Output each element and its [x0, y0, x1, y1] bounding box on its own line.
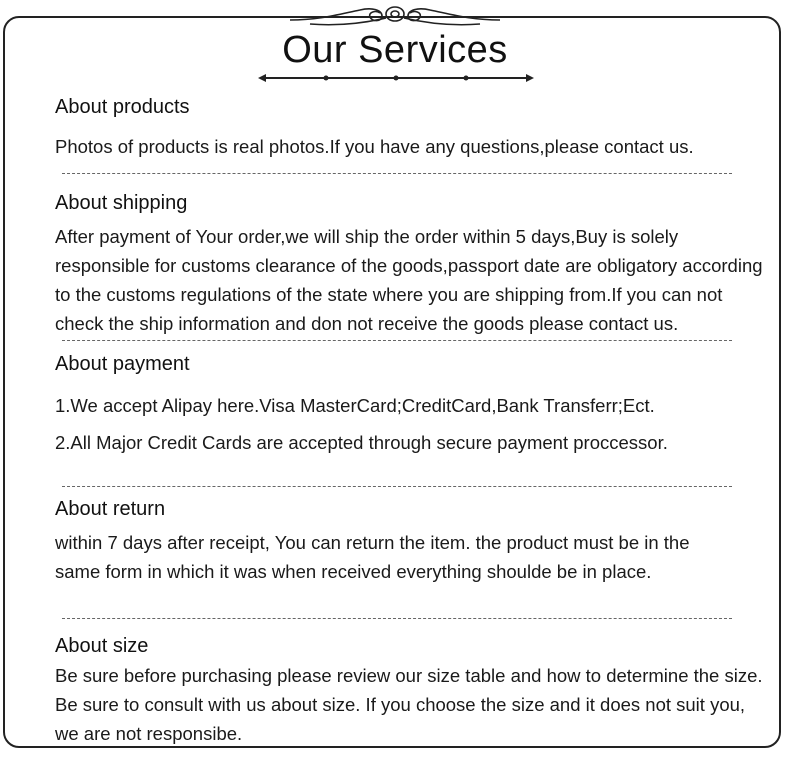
- section-heading: About size: [55, 635, 149, 657]
- section-heading: About products: [55, 96, 190, 118]
- dashed-divider: [62, 486, 732, 487]
- section-text-line: Be sure to consult with us about size. If you choose the size and it does not suit you,: [55, 694, 746, 715]
- dashed-divider: [62, 618, 732, 619]
- section-text-line: we are not responsibe.: [55, 723, 243, 744]
- section-text-line: to the customs regulations of the state where you are shipping from.If you can not: [55, 284, 723, 305]
- section-about-payment: [55, 351, 775, 457]
- section-about-size: [55, 633, 775, 748]
- section-text-line: After payment of Your order,we will ship the order within 5 days,Buy is solely: [55, 226, 679, 247]
- section-about-shipping: [55, 190, 775, 338]
- section-heading: About return: [55, 498, 166, 520]
- section-text-line: Photos of products is real photos.If you have any questions,please contact us.: [55, 136, 694, 157]
- section-text-line: 2.All Major Credit Cards are accepted through secure payment proccessor.: [55, 432, 668, 453]
- page-title: Our Services: [282, 29, 508, 71]
- dashed-divider: [62, 173, 732, 174]
- section-about-products: [55, 94, 775, 161]
- section-heading: About shipping: [55, 192, 188, 214]
- section-text-line: responsible for customs clearance of the goods,passport date are obligatory according: [55, 255, 763, 276]
- section-text-line: within 7 days after receipt, You can return the item. the product must be in the: [55, 532, 690, 553]
- dashed-divider: [62, 340, 732, 341]
- section-text-line: check the ship information and don not receive the goods please contact us.: [55, 313, 679, 334]
- section-text-line: Be sure before purchasing please review our size table and how to determine the size.: [55, 665, 763, 686]
- section-heading: About payment: [55, 353, 190, 375]
- section-text-line: 1.We accept Alipay here.Visa MasterCard;CreditCard,Bank Transferr;Ect.: [55, 395, 655, 416]
- section-text-line: same form in which it was when received everything shoulde be in place.: [55, 561, 652, 582]
- title-divider-icon: [258, 70, 534, 86]
- section-about-return: [55, 496, 775, 586]
